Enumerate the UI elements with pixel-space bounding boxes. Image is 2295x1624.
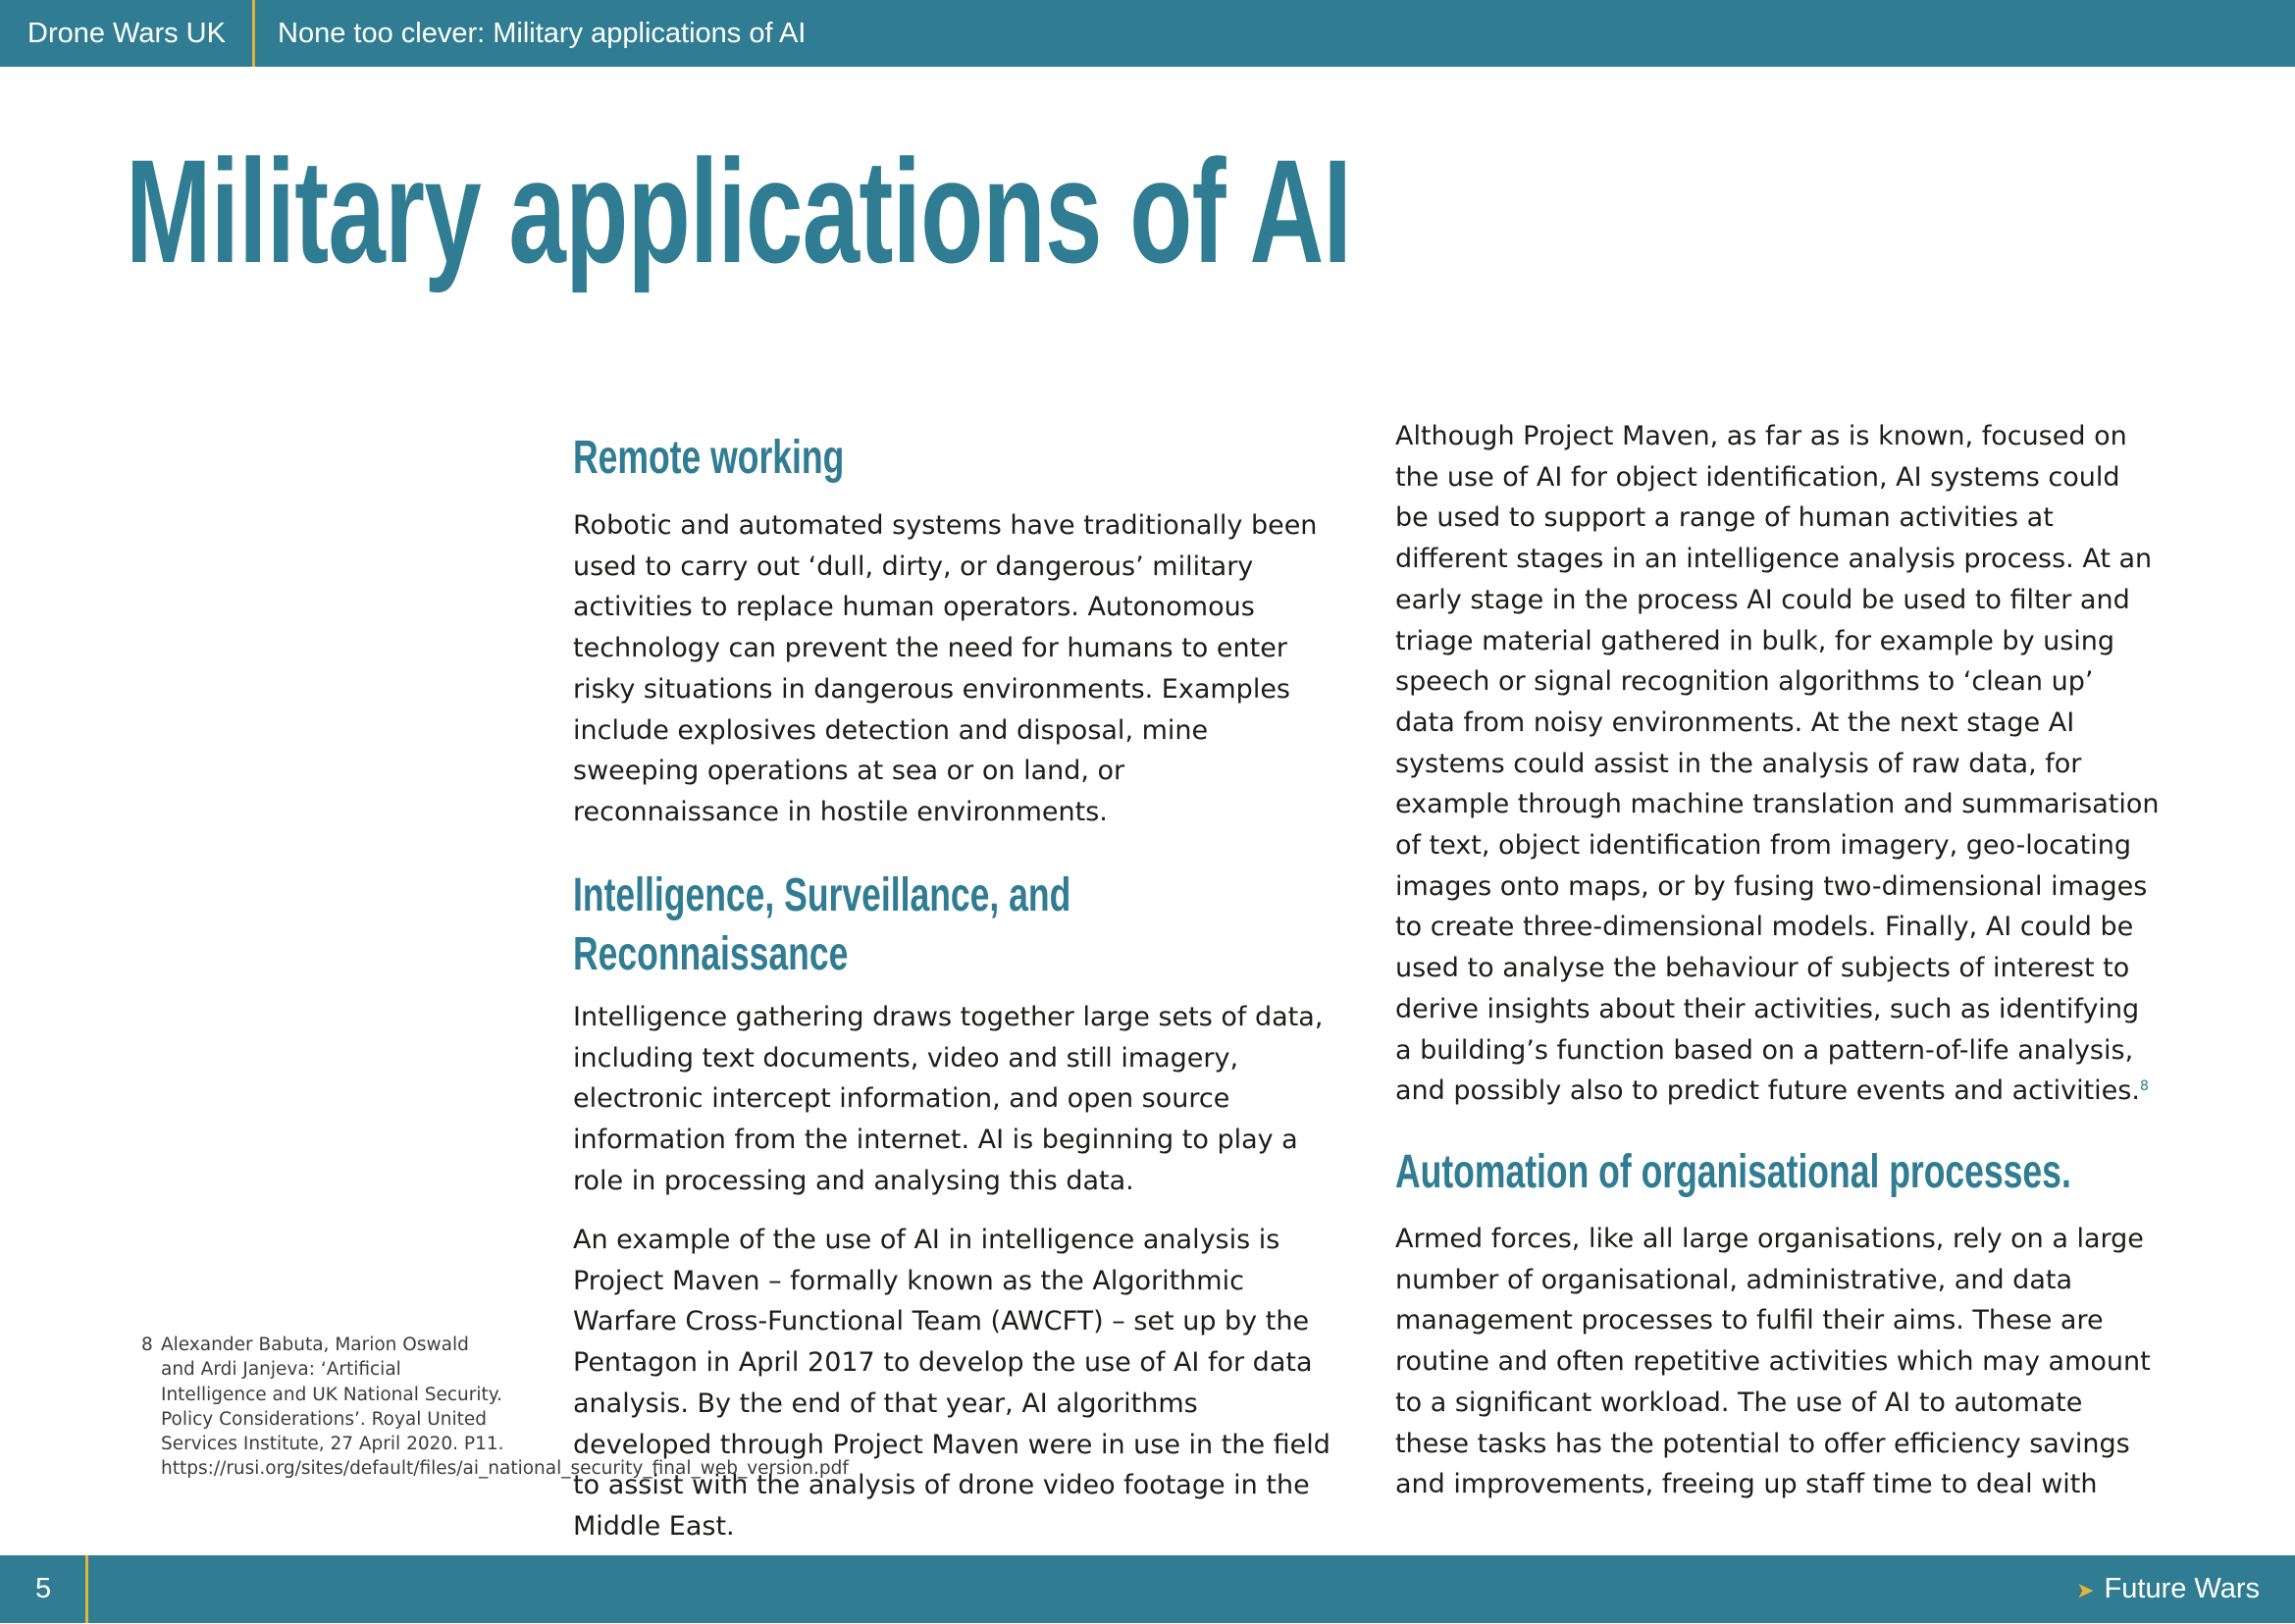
maven-paragraph-text: Although Project Maven, as far as is known, focused on the use of AI for object identification, AI systems could be used to support a range of human activities at different stages in an intelligence analysis process. At an early stage in the process AI could be used to filter and triage material gathered in bulk, for example by using speech or signal recognition algorithms to ‘clean up’ data from noisy environments. At the next stage AI systems could assist in the analysis of raw data, for example through machine translation and summarisation of text, object identification from imagery, geo-locating images onto maps, or by fusing two-dimensional images to create three-dimensional models. Finally, AI could be used to analyse the behaviour of subjects of interest to derive insights about their activities, such as identifying a building’s function based on a pattern-of-life analysis, and possibly also to predict future events and activities.: [1395, 421, 2160, 1107]
isr-paragraph-1: Intelligence gathering draws together large sets of data, including text documents, video and still imagery, electronic intercept information, and open source information from the internet. AI is beginning to play a role in processing and analysing this data.: [573, 1002, 1324, 1196]
isr-paragraph-2: An example of the use of AI in intelligence analysis is Project Maven – formally known as the Algorithmic Warfare Cross-Functional Team (AWCFT) – set up by the Pentagon in April 2017 to develop the use of AI for data analysis. By the end of that year, AI algorithms developed through Project Maven were in use in the field to assist with the analysis of drone video footage in the Middle East.: [573, 1225, 1330, 1542]
heading-automation: Automation of organisational processes.: [1395, 1146, 2071, 1198]
footnote-number: 8: [141, 1335, 153, 1355]
footer-divider: [85, 1555, 88, 1623]
automation-paragraph: Armed forces, like all large organisations, rely on a large number of organisational, administrative, and data management processes to fulfil their aims. These are routine and often repetitive activities which may amount to a significant workload. The use of AI to automate these tasks has the potential to offer efficiency savings and improvements, freeing up staff time to deal with: [1395, 1224, 2151, 1500]
heading-isr-line2: Reconnaissance: [573, 928, 849, 980]
heading-remote-working: Remote working: [573, 432, 845, 484]
page-title: Military applications of AI: [126, 129, 1352, 293]
drone-icon: ➤: [2076, 1578, 2095, 1602]
org-name: Drone Wars UK: [27, 18, 226, 49]
document-title: None too clever: Military applications of AI: [278, 18, 807, 49]
footnote-text: Alexander Babuta, Marion Oswald and Ardi Janjeva: ‘Artificial Intelligence and UK National Security. Policy Considerations’. Royal United Services Institute, 27 April 2020. P11. https://rusi.org/sites/default/files/ai_national_security_final_web_version.pdf: [161, 1335, 849, 1480]
footer-brand-label: Future Wars: [2104, 1573, 2260, 1604]
header-divider: [252, 0, 255, 67]
header-bar: [0, 0, 2295, 67]
remote-working-paragraph: Robotic and automated systems have traditionally been used to carry out ‘dull, dirty, or dangerous’ military activities to replace human operators. Autonomous technology can prevent the need for humans to enter risky situations in dangerous environments. Examples include explosives detection and disposal, mine sweeping operations at sea or on land, or reconnaissance in hostile environments.: [573, 510, 1318, 827]
footer-brand: [2076, 1555, 2260, 1623]
maven-paragraph: [1395, 416, 2161, 1112]
heading-isr-line1: Intelligence, Surveillance, and: [573, 869, 1071, 921]
footer-bar: [0, 1555, 2295, 1623]
page-number: 5: [35, 1573, 52, 1604]
footnote-ref[interactable]: 8: [2139, 1078, 2149, 1095]
